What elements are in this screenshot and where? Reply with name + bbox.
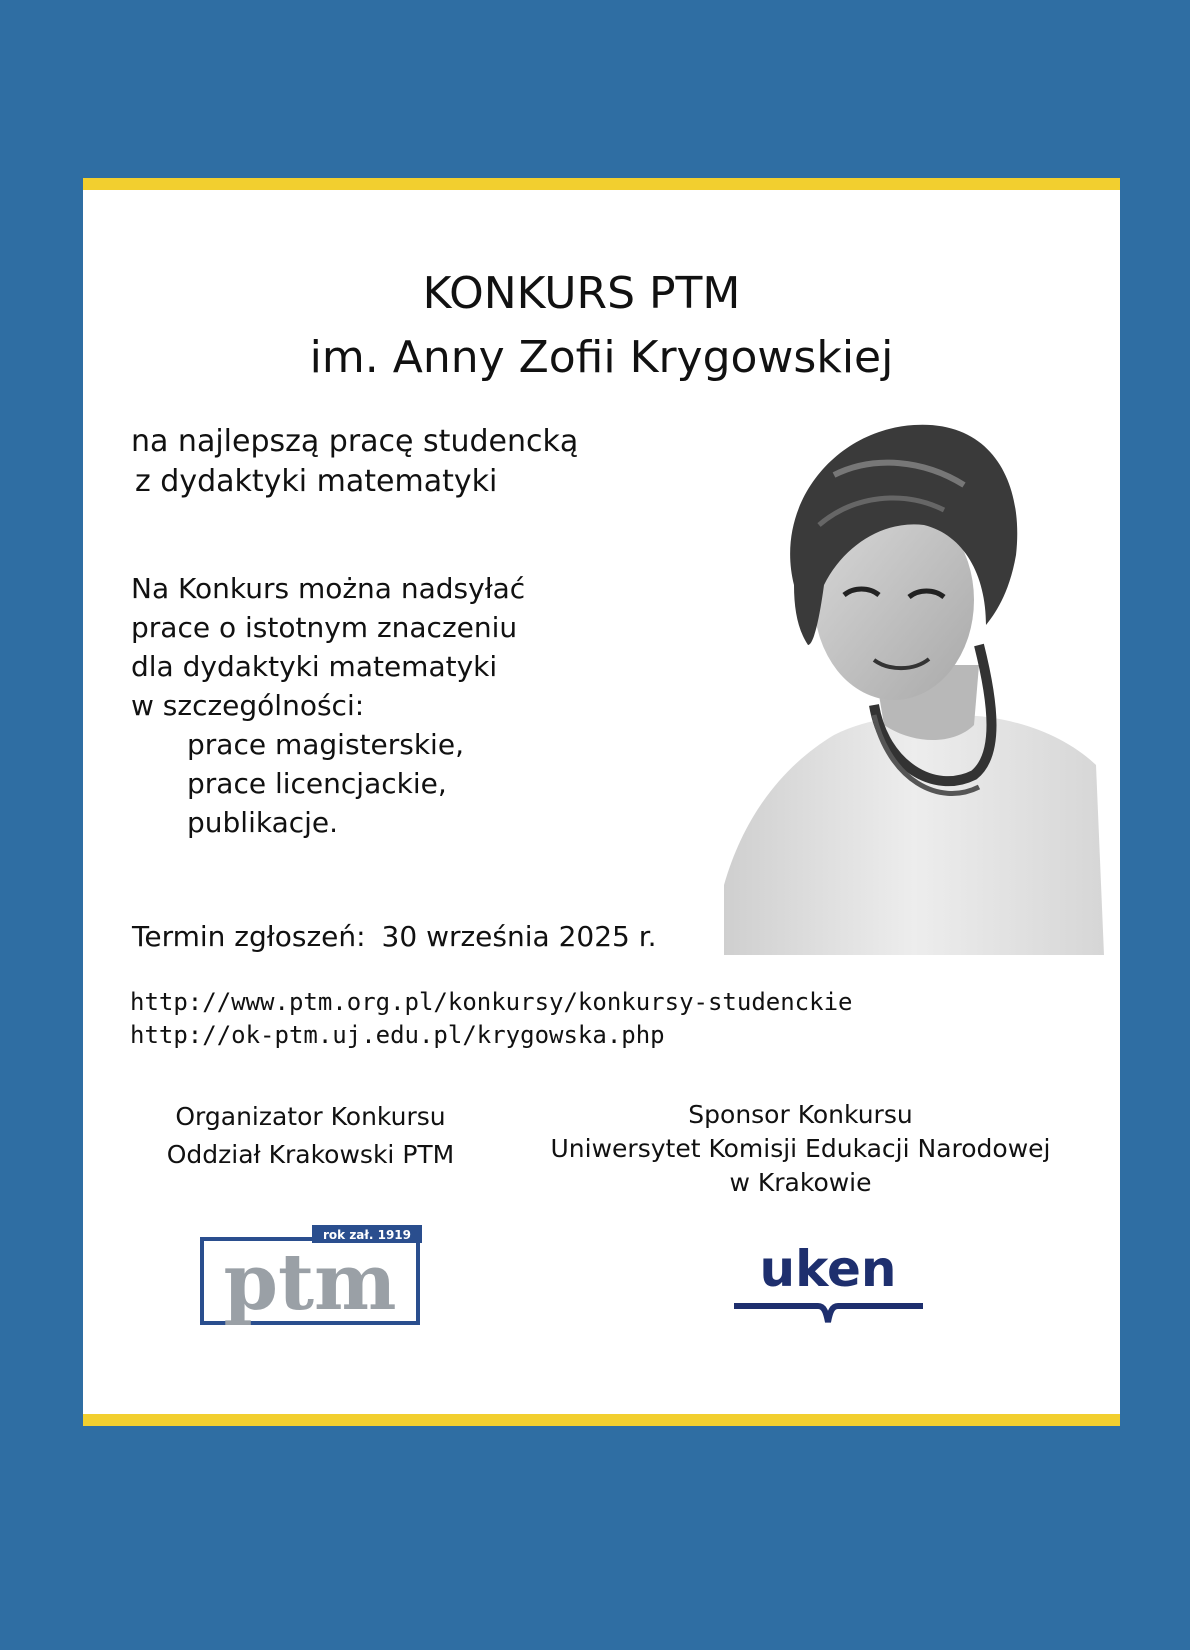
submission-type-item: prace licencjackie, bbox=[187, 767, 447, 800]
description-line: w szczególności: bbox=[131, 689, 365, 722]
contest-scope bbox=[131, 422, 578, 502]
submission-type-item: publikacje. bbox=[187, 806, 339, 839]
ptm-logo-text: ptm bbox=[223, 1237, 397, 1325]
sponsor-label: Sponsor Konkursu bbox=[688, 1100, 913, 1129]
sponsor bbox=[523, 1098, 1078, 1200]
sponsor-name: Uniwersytet Komisji Edukacji Narodowej bbox=[550, 1134, 1051, 1163]
uken-logo bbox=[732, 1242, 925, 1330]
portrait-photo bbox=[724, 415, 1104, 955]
poster-title: KONKURS PTM bbox=[422, 268, 741, 319]
ptm-logo-tag: rok zał. 1919 bbox=[323, 1228, 411, 1242]
uken-logo-text: uken bbox=[759, 1242, 897, 1298]
organizer-name: Oddział Krakowski PTM bbox=[166, 1140, 455, 1169]
scope-line-1: na najlepszą pracę studencką bbox=[131, 424, 579, 459]
description-line: prace o istotnym znaczeniu bbox=[131, 611, 518, 644]
description-line: dla dydaktyki matematyki bbox=[131, 650, 498, 683]
submission-description bbox=[131, 569, 525, 842]
sponsor-city: w Krakowie bbox=[729, 1168, 872, 1197]
deadline-label: Termin zgłoszeń: bbox=[132, 920, 366, 953]
organizer bbox=[133, 1098, 488, 1174]
submission-type-item: prace magisterskie, bbox=[187, 728, 464, 761]
description-line: Na Konkurs można nadsyłać bbox=[131, 572, 526, 605]
poster-card bbox=[83, 178, 1120, 1426]
organizer-label: Organizator Konkursu bbox=[175, 1102, 446, 1131]
link-ok-ptm[interactable]: http://ok-ptm.uj.edu.pl/krygowska.php bbox=[130, 1021, 665, 1049]
link-ptm[interactable]: http://www.ptm.org.pl/konkursy/konkursy-studenckie bbox=[130, 988, 853, 1016]
scope-line-2: z dydaktyki matematyki bbox=[135, 464, 498, 499]
poster-subtitle-name: im. Anny Zofii Krygowskiej bbox=[309, 332, 894, 383]
deadline-date: 30 września 2025 r. bbox=[381, 920, 657, 953]
contest-links bbox=[130, 986, 852, 1052]
deadline bbox=[132, 918, 657, 956]
ptm-logo bbox=[200, 1225, 422, 1325]
